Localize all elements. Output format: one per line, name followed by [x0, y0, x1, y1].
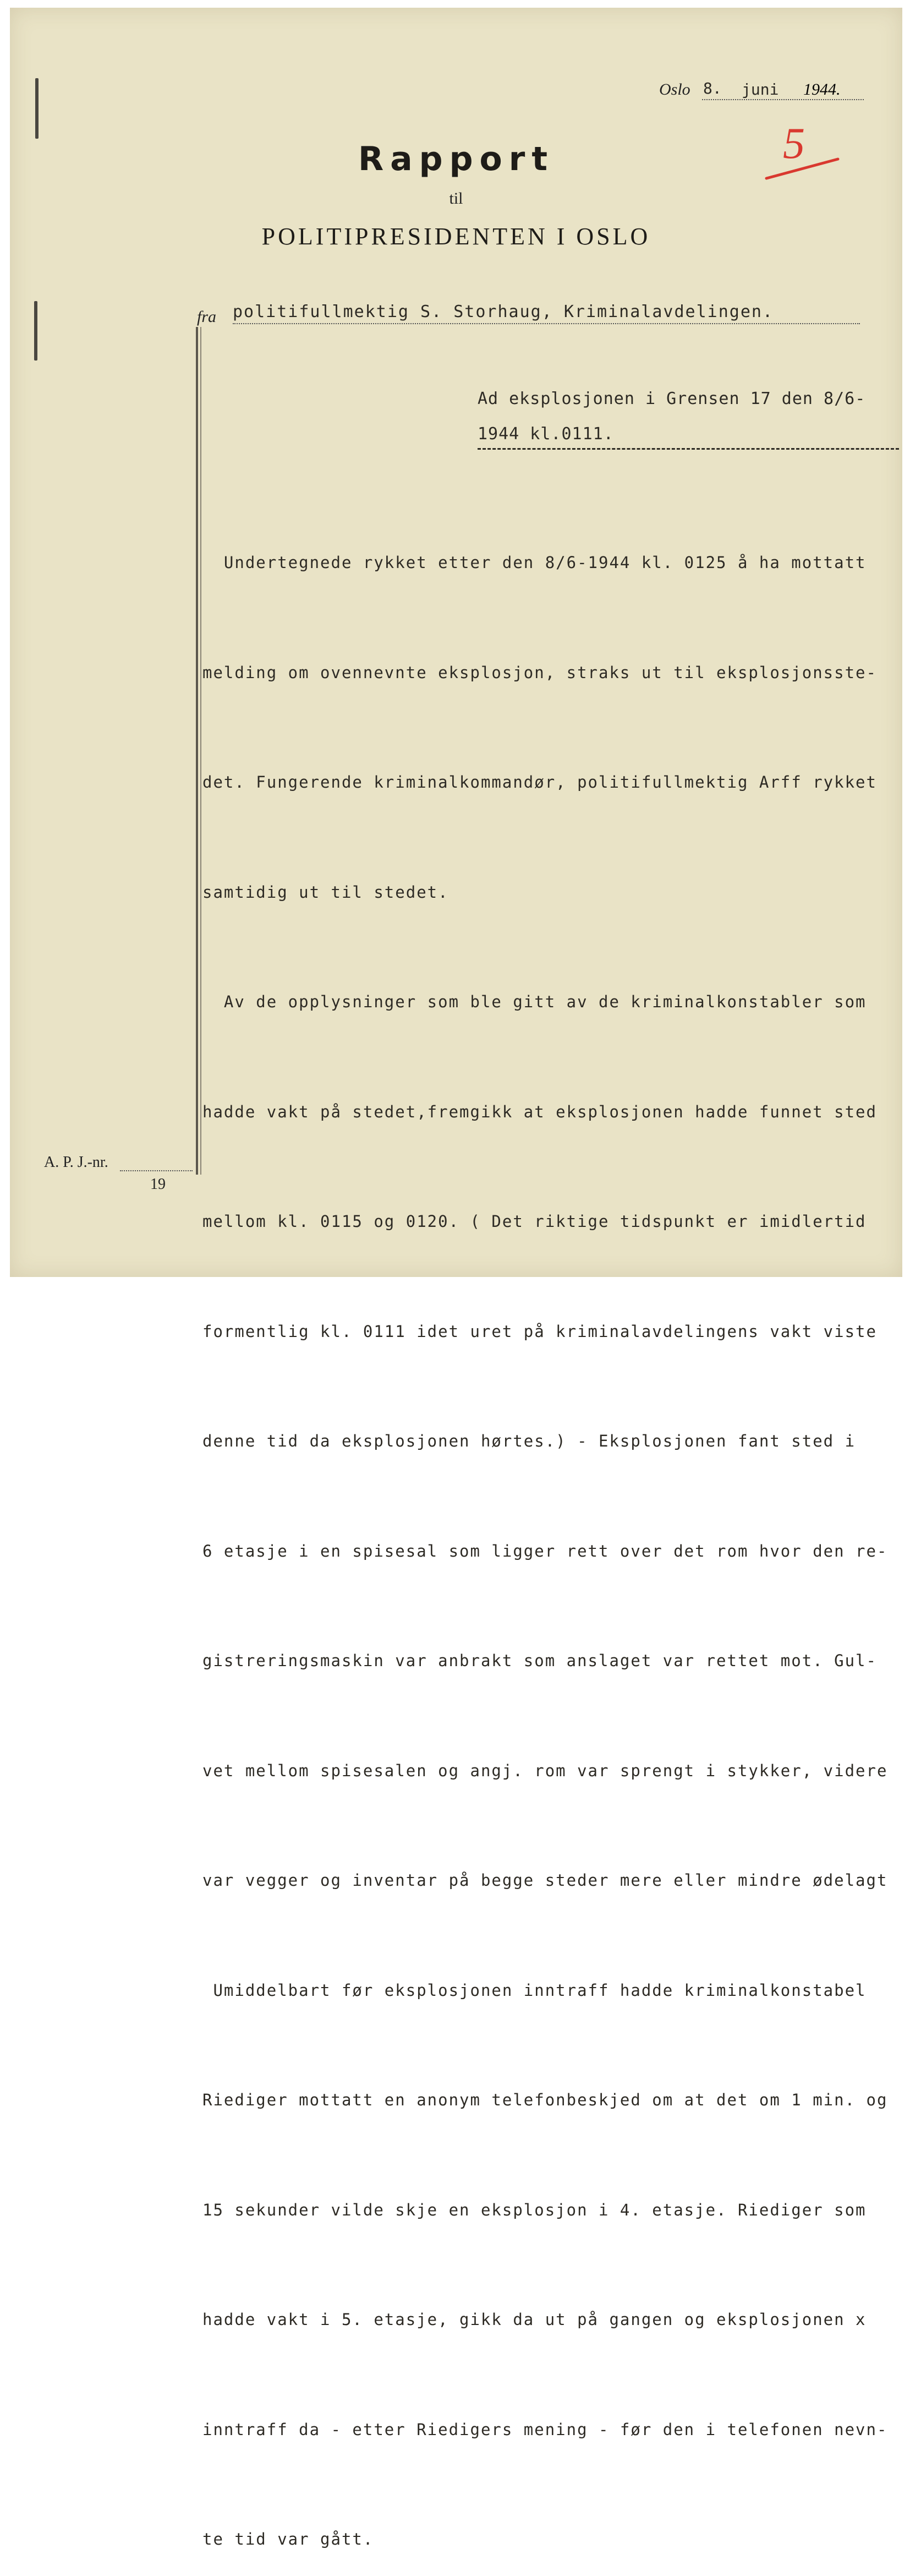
margin-rule [200, 327, 201, 1175]
report-number: 5 [783, 119, 805, 168]
date-line [659, 79, 863, 101]
date-year: 1944. [803, 80, 841, 99]
body-line: te tid var gått. [202, 2530, 374, 2548]
body-line: Undertegnede rykket etter den 8/6-1944 kl. 0125 å ha mottatt [202, 553, 867, 572]
from-value: politifullmektig S. Storhaug, Kriminalavdelingen. [233, 302, 774, 321]
body-line: inntraff da - etter Riedigers mening - før den i telefonen nevn- [202, 2420, 888, 2439]
document-page [10, 8, 902, 2548]
journal-number-dotted-line [120, 1170, 193, 1171]
body-line: hadde vakt i 5. etasje, gikk da ut på gangen og eksplosjonen x [202, 2310, 867, 2329]
body-line: det. Fungerende kriminalkommandør, politifullmektig Arff rykket [202, 773, 877, 792]
date-month: juni [742, 80, 779, 99]
report-recipient: POLITIPRESIDENTEN I OSLO [261, 223, 651, 250]
subject-line-1: Ad eksplosjonen i Grensen 17 den 8/6- [478, 389, 866, 408]
body-line: Av de opplysninger som ble gitt av de kriminalkonstabler som [202, 992, 867, 1011]
from-dotted-line [233, 323, 860, 324]
body-line: Umiddelbart før eksplosjonen inntraff hadde kriminalkonstabel [202, 1980, 867, 2000]
body-line: Riediger mottatt en anonym telefonbeskjed om at det om 1 min. og [202, 2091, 888, 2109]
report-body [202, 471, 897, 2576]
body-line: vet mellom spisesalen og angj. rom var sprengt i stykker, videre [202, 1761, 888, 1780]
binder-hole-mark [35, 78, 39, 139]
body-line: mellom kl. 0115 og 0120. ( Det riktige tidspunkt er imidlertid [202, 1212, 867, 1231]
subject-underline [478, 448, 899, 450]
subject-line-2: 1944 kl.0111. [478, 424, 614, 444]
journal-year: 19 [150, 1176, 166, 1193]
body-line: var vegger og inventar på begge steder mere eller mindre ødelagt [202, 1871, 888, 1890]
body-line: samtidig ut til stedet. [202, 882, 449, 902]
body-line: hadde vakt på stedet,fremgikk at eksplosjonen hadde funnet sted [202, 1102, 877, 1121]
journal-number-label: A. P. J.-nr. [44, 1154, 108, 1171]
from-label: fra [197, 308, 217, 326]
body-line: 15 sekunder vilde skje en eksplosjon i 4. etasje. Riediger som [202, 2200, 867, 2219]
body-line: melding om ovennevnte eksplosjon, straks ut til eksplosjonsste- [202, 663, 877, 682]
report-title: Rapport [358, 140, 555, 178]
date-dotted-line [702, 99, 864, 100]
binder-hole-mark [34, 301, 37, 361]
body-line: gistreringsmaskin var anbrakt som anslaget var rettet mot. Gul- [202, 1651, 877, 1670]
body-line: formentlig kl. 0111 idet uret på kriminalavdelingens vakt viste [202, 1322, 877, 1341]
report-subtitle: til [449, 189, 463, 208]
place-label: Oslo [659, 80, 690, 99]
margin-rule [196, 327, 198, 1175]
body-line: denne tid da eksplosjonen hørtes.) - Eksplosjonen fant sted i [202, 1432, 856, 1450]
date-day: 8. [703, 79, 722, 97]
body-line: 6 etasje i en spisesal som ligger rett over det rom hvor den re- [202, 1541, 888, 1560]
